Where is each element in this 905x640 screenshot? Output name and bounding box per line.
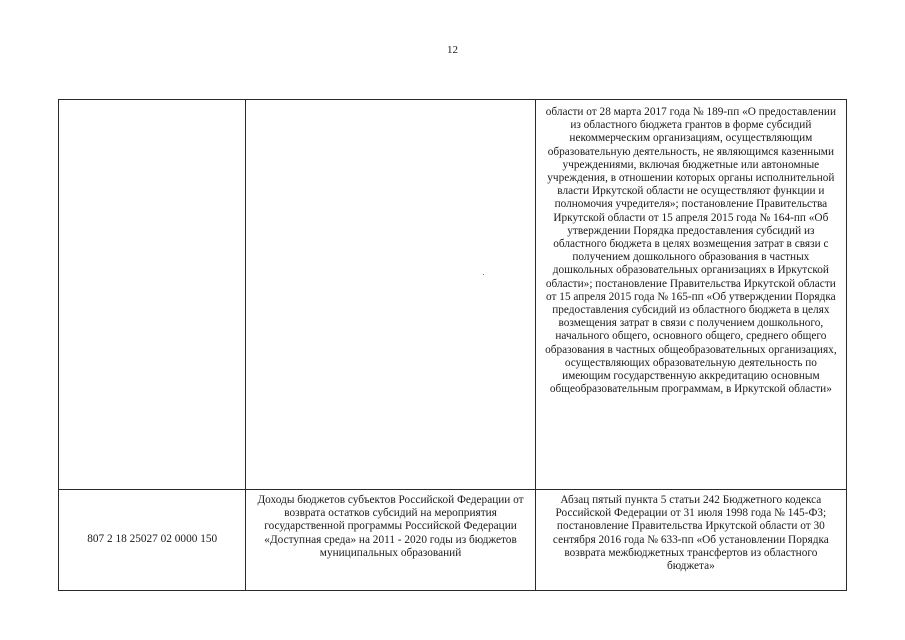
legal-basis-cell: области от 28 марта 2017 года № 189-пп «О предоставлении из областного бюджета грантов в форме субсидий некоммерческим организациям, осуществляющим образовательную деятельность, не являющимся казенными учреждениями, включая бюджетные или автономные учреждения, в отношении которых органы исполнительной власти Иркутской области не осуществляют функции и полномочия учредителя»; постановление Правительства Иркутской области от 15 апреля 2015 года № 164-пп «Об утверждении Порядка предоставления субсидий из областного бюджета в целях возмещения затрат в связи с получением дошкольного образования в частных дошкольных образовательных организациях в Иркутской области»; постановление Правительства Иркутской области от 15 апреля 2015 года № 165-пп «Об утверждении Порядка предоставления субсидий из областного бюджета в целях возмещения затрат в связи с получением дошкольного, начального общего, основного общего, среднего общего образования в частных общеобразовательных организациях, осуществляющих образовательную деятельность по имеющим государственную аккредитацию основным общеобразовательным программам, в Иркутской области» xyxy=(535,100,846,490)
table-row xyxy=(59,490,847,591)
revenue-name-cell: Доходы бюджетов субъектов Российской Федерации от возврата остатков субсидий на мероприятия государственной программы Российской Федерации «Доступная среда» на 2011 - 2020 годы из бюджетов муниципальных образований xyxy=(246,490,535,591)
revenue-code-cell xyxy=(59,100,246,490)
table-row xyxy=(59,100,847,490)
budget-revenue-table xyxy=(58,99,847,591)
revenue-code-cell: 807 2 18 25027 02 0000 150 xyxy=(59,490,246,591)
legal-basis-cell: Абзац пятый пункта 5 статьи 242 Бюджетного кодекса Российской Федерации от 31 июля 1998 года № 145-ФЗ; постановление Правительства Иркутской области от 30 сентября 2016 года № 633-пп «Об установлении Порядка возврата межбюджетных трансфертов из областного бюджета» xyxy=(535,490,846,591)
page-number: 12 xyxy=(447,44,458,56)
scan-speck xyxy=(483,274,484,275)
revenue-name-cell xyxy=(246,100,535,490)
